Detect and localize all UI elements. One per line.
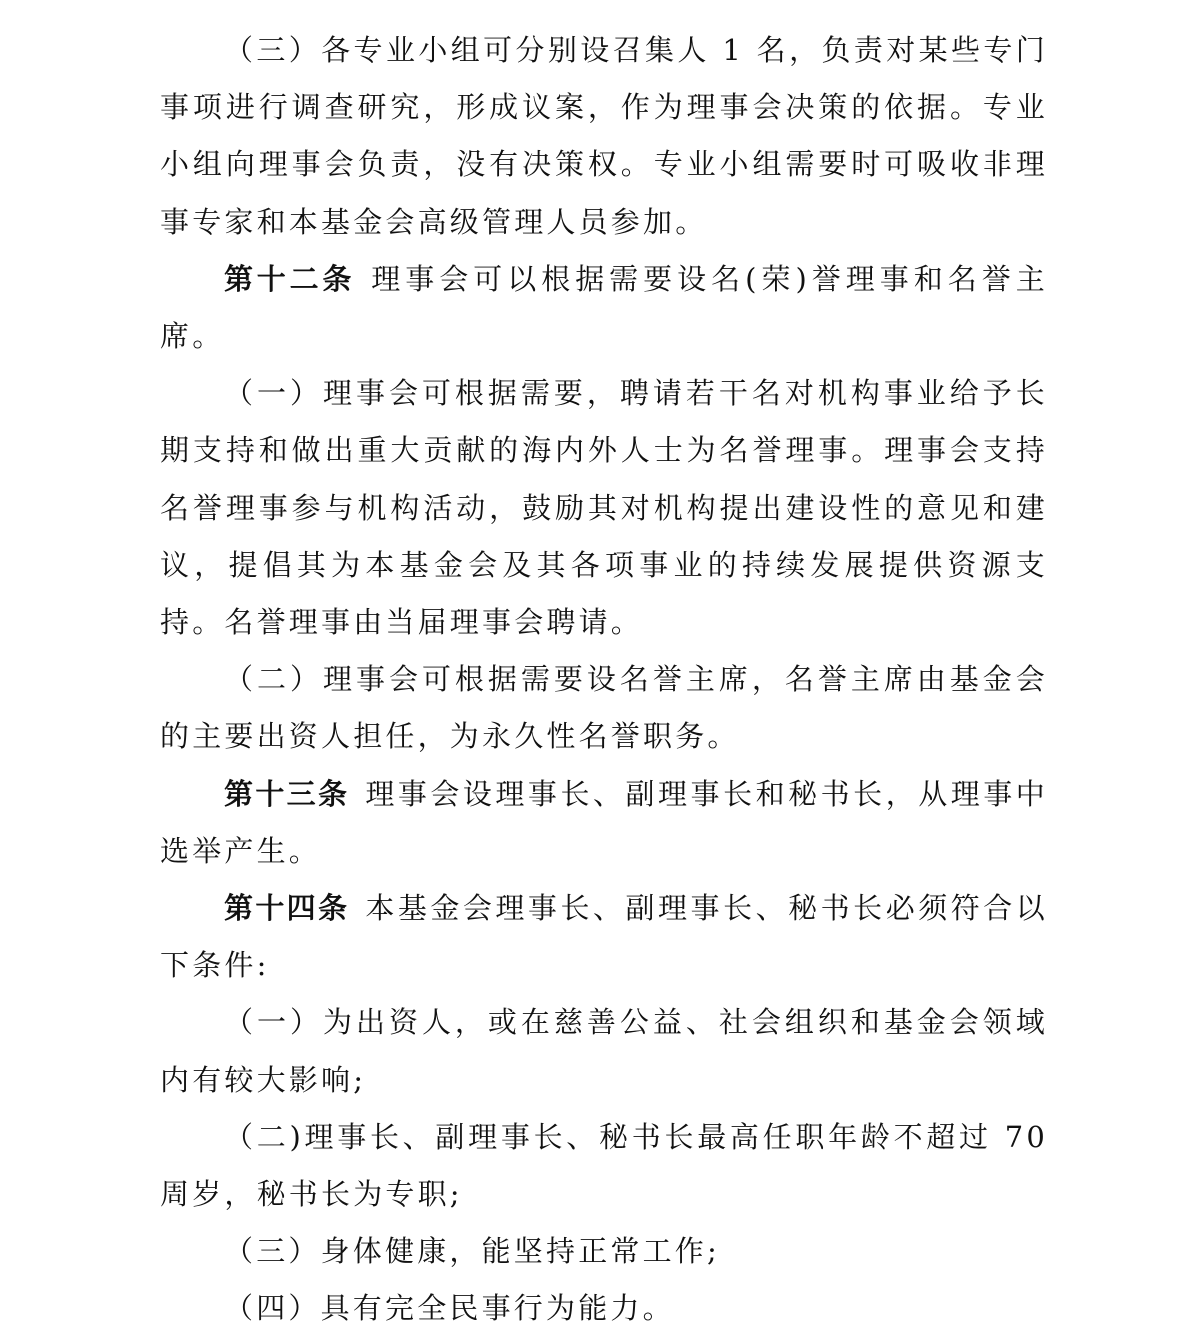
paragraph	[160, 22, 1048, 251]
document-body	[160, 22, 1048, 1338]
paragraph-text: （三）身体健康，能坚持正常工作;	[224, 1234, 720, 1269]
paragraph-text: 理事会设理事长、副理事长和秘书长，从理事中选举产生。	[160, 776, 1048, 868]
paragraph-text: 理事会可以根据需要设名(荣)誉理事和名誉主席。	[160, 261, 1048, 354]
article-number: 第十三条	[224, 776, 350, 811]
paragraph	[160, 251, 1048, 365]
paragraph	[160, 880, 1048, 994]
paragraph	[160, 994, 1048, 1108]
article-number: 第十四条	[224, 891, 350, 926]
paragraph	[160, 365, 1048, 651]
paragraph	[160, 1280, 1048, 1337]
paragraph-text: （二)理事长、副理事长、秘书长最高任职年龄不超过 70 周岁，秘书长为专职;	[160, 1119, 1048, 1212]
paragraph-text: 本基金会理事长、副理事长、秘书长必须符合以下条件:	[160, 891, 1048, 983]
paragraph-text: （一）为出资人，或在慈善公益、社会组织和基金会领域内有较大影响;	[160, 1005, 1048, 1097]
paragraph-text: （三）各专业小组可分别设召集人 1 名，负责对某些专门事项进行调查研究，形成议案，作为理事会决策的依据。专业小组向理事会负责，没有决策权。专业小组需要时可吸收非理事专家和本基金会高级管理人员参加。	[160, 33, 1048, 239]
paragraph	[160, 651, 1048, 765]
paragraph	[160, 1109, 1048, 1223]
article-number: 第十二条	[224, 261, 356, 296]
paragraph	[160, 1223, 1048, 1280]
paragraph-text: （二）理事会可根据需要设名誉主席，名誉主席由基金会的主要出资人担任，为永久性名誉职务。	[160, 662, 1048, 754]
paragraph-text: （一）理事会可根据需要，聘请若干名对机构事业给予长期支持和做出重大贡献的海内外人士为名誉理事。理事会支持名誉理事参与机构活动，鼓励其对机构提出建设性的意见和建议，提倡其为本基金会及其各项事业的持续发展提供资源支持。名誉理事由当届理事会聘请。	[160, 376, 1048, 640]
paragraph-text: （四）具有完全民事行为能力。	[224, 1291, 675, 1326]
paragraph	[160, 766, 1048, 880]
